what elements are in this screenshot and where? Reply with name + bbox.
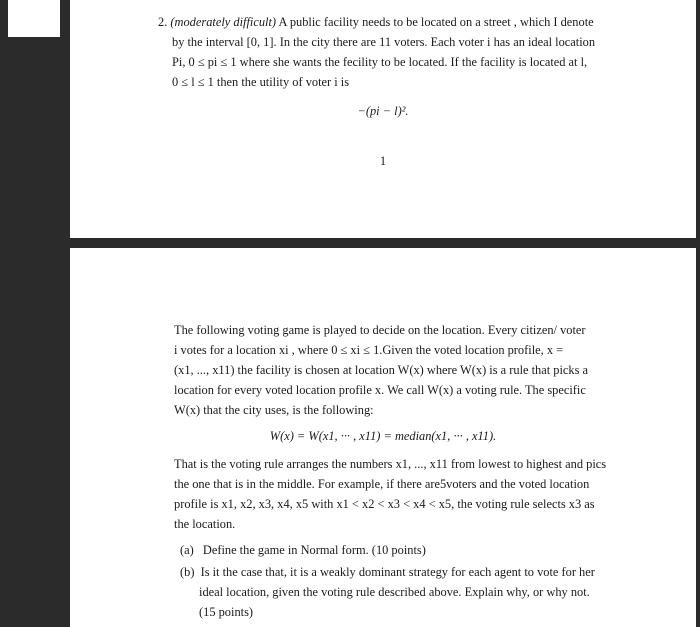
para1-line-3: (x1, ..., x11) the facility is chosen at location W(x) where W(x) is a rule that picks a [174, 363, 589, 377]
page-thumbnail [8, 0, 60, 37]
para1-line-4: location for every voted location profile x. We call W(x) a voting rule. The specific [174, 383, 586, 397]
para1-line-5: W(x) that the city uses, is the following: [174, 403, 374, 417]
problem-intro [158, 12, 678, 92]
item-b-line-3: (15 points) [199, 605, 254, 619]
item-b-label: (b) [180, 565, 195, 579]
problem-number: 2. [158, 15, 168, 29]
para2-line-3: profile is x1, x2, x3, x4, x5 with x1 < x2 < x3 < x4 < x5, the voting rule selects x3 as [174, 497, 595, 511]
difficulty-label: (moderately difficult) [170, 15, 277, 29]
question-b [180, 562, 684, 622]
item-a-label: (a) [180, 543, 194, 557]
item-a-text: Define the game in Normal form. (10 points) [202, 543, 426, 557]
para2-line-2: the one that is in the middle. For example, if there are5voters and the voted location [174, 477, 590, 491]
document-page-1 [70, 0, 696, 238]
median-formula: W(x) = W(x1, ··· , x11) = median(x1, ··· , x11). [269, 429, 497, 443]
para2-line-1: That is the voting rule arranges the numbers x1, ..., x11 from lowest to highest and pics [174, 457, 607, 471]
utility-formula: −(pi − l)². [357, 104, 409, 118]
para1-line-1: The following voting game is played to decide on the location. Every citizen/ voter [174, 323, 586, 337]
item-b-line-2: ideal location, given the voting rule described above. Explain why, or why not. [199, 585, 590, 599]
intro-line-2: by the interval [0, 1]. In the city there are 11 voters. Each voter i has an ideal location [172, 35, 596, 49]
intro-line-1-rest: A public facility needs to be located on a street , which I denote [278, 15, 594, 29]
question-a [180, 540, 684, 560]
intro-line-3: Pi, 0 ≤ pi ≤ 1 where she wants the fecility to be located. If the facility is located at l, [172, 55, 588, 69]
para1-line-2: i votes for a location xi , where 0 ≤ xi ≤ 1.Given the voted location profile, x = [174, 343, 564, 357]
example-paragraph [174, 454, 684, 534]
voting-rule-paragraph [174, 320, 684, 420]
intro-line-4: 0 ≤ l ≤ 1 then the utility of voter i is [172, 75, 350, 89]
para2-line-4: the location. [174, 517, 236, 531]
document-page-2 [70, 248, 696, 627]
page-number: 1 [379, 154, 387, 168]
intro-line-1 [158, 12, 678, 32]
item-b-line-1: Is it the case that, it is a weakly dominant strategy for each agent to vote for her [200, 565, 595, 579]
